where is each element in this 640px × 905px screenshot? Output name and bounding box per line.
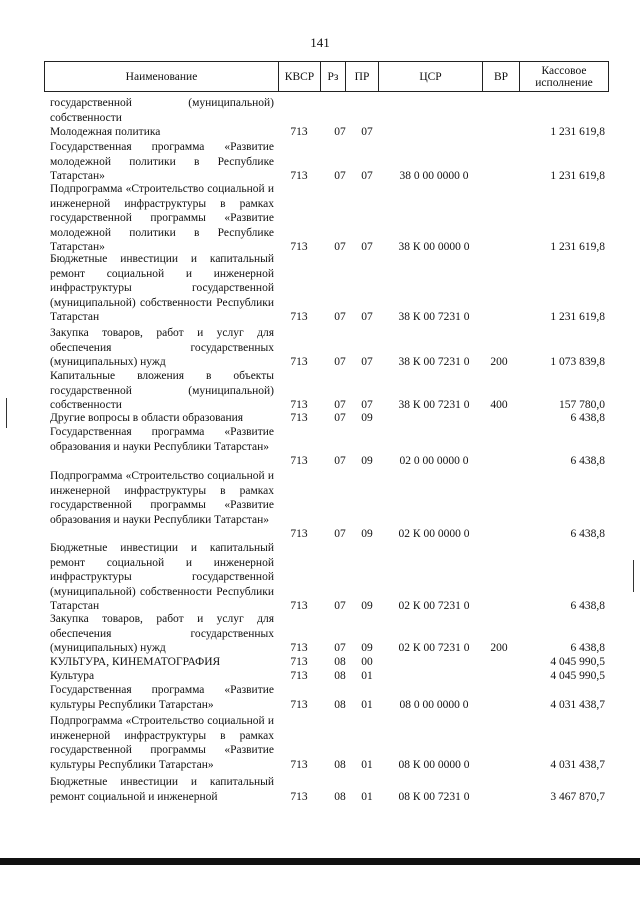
row-csr: 02 0 00 0000 0 [399,455,469,467]
row-name: Закупка товаров, работ и услуг для обеспечения государственных (муниципальных) нужд [50,613,274,654]
row-kvsr: 713 [290,356,308,368]
row-csr: 38 К 00 0000 0 [398,241,470,253]
row-kvsr: 713 [290,600,308,612]
table-row [50,541,605,614]
row-pr: 01 [361,790,373,803]
row-name: Подпрограмма «Строительство социальной и инженерной инфраструктуры в рамках государственной программы «Развитие культуры Республики Татарстан» [50,715,274,771]
row-pr: 01 [361,670,373,682]
table-row [50,775,605,804]
row-amount: 1 231 619,8 [550,241,605,253]
row-pr: 07 [361,399,373,411]
table-row [50,612,605,656]
table-row [50,469,605,542]
row-rz: 08 [334,670,346,682]
row-vr: 400 [490,399,508,411]
row-amount: 4 045 990,5 [550,656,605,668]
row-rz: 08 [334,758,346,771]
row-kvsr: 713 [290,656,308,668]
row-pr: 07 [361,241,373,253]
table-row [50,669,605,684]
row-amount: 1 231 619,8 [550,170,605,182]
row-rz: 07 [334,455,346,467]
scan-mark-left [6,398,7,428]
row-pr: 09 [361,600,373,612]
row-pr: 09 [361,455,373,467]
row-name: Государственная программа «Развитие молодежной политики в Республике Татарстан» [50,141,274,182]
row-name: Подпрограмма «Строительство социальной и инженерной инфраструктуры в рамках государственной программы «Развитие молодежной политики в Республике Татарстан» [50,183,274,253]
row-amount: 6 438,8 [570,642,605,654]
row-amount: 6 438,8 [570,455,605,467]
table-row [50,252,605,325]
row-csr: 38 0 00 0000 0 [399,170,469,182]
table-row [50,125,605,140]
row-amount: 1 231 619,8 [550,311,605,323]
row-csr: 02 К 00 0000 0 [398,528,470,540]
row-name: государственной (муниципальной) собственности [50,97,274,124]
header-name: Наименование [125,70,198,83]
row-pr: 07 [361,311,373,323]
row-kvsr: 713 [290,241,308,253]
row-rz: 08 [334,656,346,668]
row-rz: 08 [334,698,346,711]
row-kvsr: 713 [290,126,308,138]
row-amount: 157 780,0 [559,399,605,411]
row-kvsr: 713 [290,670,308,682]
row-amount: 1 073 839,8 [550,356,605,368]
table-row [50,182,605,255]
row-name: Бюджетные инвестиции и капитальный ремонт социальной и инженерной [50,776,274,803]
row-amount: 3 467 870,7 [550,790,605,803]
row-name: Подпрограмма «Строительство социальной и инженерной инфраструктуры в рамках государственной программы «Развитие образования и науки Республики Татарстан» [50,470,274,526]
table-row [50,326,605,370]
row-csr: 38 К 00 7231 0 [398,399,470,411]
row-kvsr: 713 [290,642,308,654]
row-vr: 200 [490,642,508,654]
page-number: 141 [310,35,330,50]
header-csr: ЦСР [378,62,482,91]
table-row [50,683,605,712]
row-csr: 02 К 00 7231 0 [398,600,470,612]
row-pr: 01 [361,758,373,771]
header-amount: Кассовое исполнение [519,62,608,91]
row-rz: 07 [334,642,346,654]
table-row [50,96,605,125]
row-kvsr: 713 [290,455,308,467]
row-amount: 6 438,8 [570,412,605,424]
row-csr: 38 К 00 7231 0 [398,311,470,323]
table-row [50,140,605,184]
row-rz: 07 [334,311,346,323]
table-header [44,61,609,92]
table-row [50,369,605,413]
header-rz: Рз [320,62,345,91]
row-kvsr: 713 [290,758,308,771]
row-kvsr: 713 [290,698,308,711]
row-rz: 07 [334,356,346,368]
row-name: Культура [50,670,95,682]
row-pr: 00 [361,656,373,668]
header-kvsr: КВСР [278,62,320,91]
row-kvsr: 713 [290,412,308,424]
row-pr: 09 [361,412,373,424]
row-rz: 07 [334,126,346,138]
header-vr: ВР [482,62,519,91]
table-row [50,714,605,772]
row-amount: 4 045 990,5 [550,670,605,682]
row-pr: 07 [361,126,373,138]
row-rz: 07 [334,241,346,253]
header-pr: ПР [345,62,378,91]
row-name: Другие вопросы в области образования [50,412,244,424]
row-vr: 200 [490,356,508,368]
row-name: Молодежная политика [50,126,161,138]
row-rz: 07 [334,170,346,182]
row-kvsr: 713 [290,399,308,411]
row-csr: 08 К 00 0000 0 [398,758,470,771]
row-kvsr: 713 [290,790,308,803]
table-row [50,655,605,670]
row-csr: 02 К 00 7231 0 [398,642,470,654]
table-row [50,425,605,469]
row-amount: 6 438,8 [570,600,605,612]
scan-mark-right [633,560,634,592]
page-bottom-edge [0,858,640,865]
row-csr: 08 0 00 0000 0 [399,698,469,711]
row-name: КУЛЬТУРА, КИНЕМАТОГРАФИЯ [50,656,221,668]
row-name: Закупка товаров, работ и услуг для обеспечения государственных (муниципальных) нужд [50,327,274,368]
row-pr: 07 [361,356,373,368]
row-kvsr: 713 [290,170,308,182]
row-pr: 01 [361,698,373,711]
table-row [50,411,605,426]
row-rz: 07 [334,412,346,424]
row-amount: 4 031 438,7 [550,758,605,771]
row-kvsr: 713 [290,311,308,323]
row-name: Государственная программа «Развитие образования и науки Республики Татарстан» [50,426,274,453]
row-rz: 07 [334,600,346,612]
row-pr: 07 [361,170,373,182]
row-amount: 4 031 438,7 [550,698,605,711]
row-name: Бюджетные инвестиции и капитальный ремонт социальной и инженерной инфраструктуры государственной (муниципальной) собственности Республики Татарстан [50,253,274,323]
row-kvsr: 713 [290,528,308,540]
row-csr: 08 К 00 7231 0 [398,790,470,803]
row-amount: 6 438,8 [570,528,605,540]
row-name: Бюджетные инвестиции и капитальный ремонт социальной и инженерной инфраструктуры государственной (муниципальной) собственности Республики Татарстан [50,542,274,612]
row-rz: 07 [334,399,346,411]
row-pr: 09 [361,642,373,654]
row-name: Государственная программа «Развитие культуры Республики Татарстан» [50,684,274,711]
row-csr: 38 К 00 7231 0 [398,356,470,368]
row-name: Капитальные вложения в объекты государственной (муниципальной) собственности [50,370,274,411]
row-pr: 09 [361,528,373,540]
row-rz: 08 [334,790,346,803]
row-rz: 07 [334,528,346,540]
row-amount: 1 231 619,8 [550,126,605,138]
